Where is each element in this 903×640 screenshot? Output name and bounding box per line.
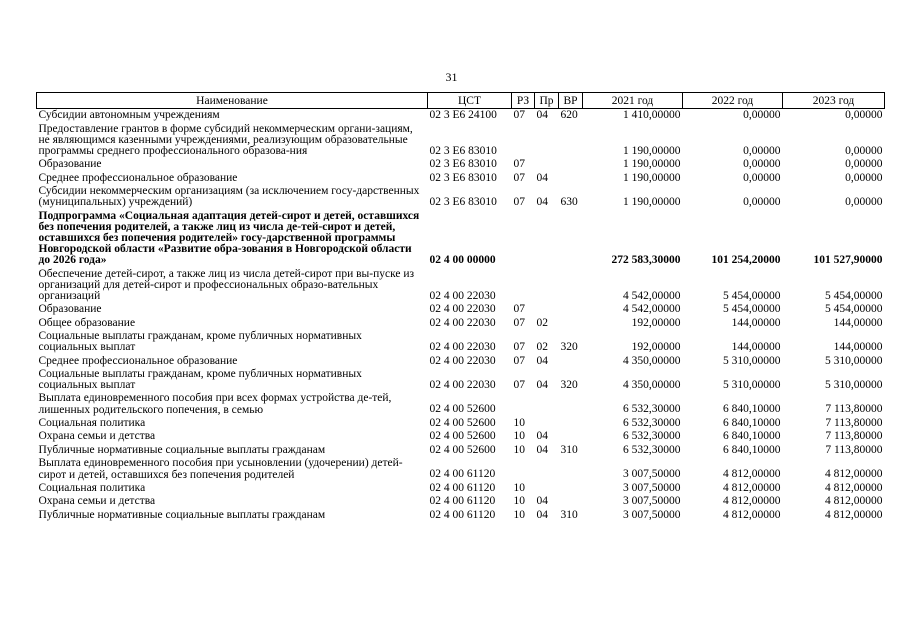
cell-2023: 7 113,80000 — [825, 416, 883, 429]
header-2022: 2022 год — [683, 93, 783, 109]
cell-name: Социальная политика — [38, 481, 146, 494]
cell-2023: 101 527,90000 — [813, 254, 883, 267]
cell-rz: 07 — [513, 354, 525, 367]
cell-vr — [559, 317, 583, 331]
cell-pr: 02 — [536, 316, 548, 329]
cell-vr: 320 — [560, 341, 578, 354]
cell-2021: 1 190,00000 — [623, 158, 681, 171]
cell-vr — [559, 210, 583, 268]
table-row — [37, 268, 885, 304]
cell-2023: 0,00000 — [845, 158, 883, 171]
cell-pr — [535, 123, 559, 159]
cell-name: Предоставление грантов в форме субсидий некоммерческим органи-зациям, не являющимся казенными учреждениями, реализующим образовательные программы среднего профессионального образова-ния — [38, 122, 413, 157]
cell-2022: 0,00000 — [743, 144, 781, 157]
cell-vr: 310 — [560, 508, 578, 521]
cell-pr: 04 — [536, 430, 548, 443]
cell-2022: 5 310,00000 — [723, 378, 781, 391]
cell-rz: 10 — [513, 430, 525, 443]
cell-name: Среднее профессиональное образование — [38, 171, 238, 184]
cell-vr: 620 — [560, 109, 578, 121]
cell-name: Подпрограмма «Социальная адаптация детей-сирот и детей, оставшихся без попечения родителей, а также лиц из числа де-тей-сирот и детей, оставшихся без попечения родителей» госу-дарственной программы Новгородской области «Развитие обра-зования в Новгородской области до 2026 года» — [38, 209, 420, 267]
cell-rz — [512, 392, 535, 416]
cell-2022: 101 254,20000 — [711, 254, 781, 267]
cell-pr — [535, 457, 559, 481]
header-name: Наименование — [37, 93, 428, 109]
cell-rz: 10 — [513, 416, 525, 429]
cell-2021: 1 190,00000 — [623, 171, 681, 184]
cell-cst: 02 4 00 00000 — [429, 254, 496, 267]
cell-vr — [559, 268, 583, 304]
cell-2023: 5 310,00000 — [825, 354, 883, 367]
cell-2023: 4 812,00000 — [825, 508, 883, 521]
cell-name: Образование — [38, 158, 102, 171]
cell-2023: 5 454,00000 — [825, 289, 883, 302]
cell-cst: 02 4 00 52600 — [429, 430, 496, 443]
table-row — [37, 210, 885, 268]
cell-2021: 4 350,00000 — [623, 378, 681, 391]
table-row — [37, 330, 885, 354]
cell-rz — [512, 210, 535, 268]
cell-vr — [559, 482, 583, 496]
cell-2022: 0,00000 — [743, 196, 781, 209]
cell-2022: 0,00000 — [743, 158, 781, 171]
cell-2022: 144,00000 — [731, 316, 781, 329]
cell-rz: 07 — [513, 171, 525, 184]
cell-vr: 310 — [560, 443, 578, 456]
cell-2022: 0,00000 — [743, 171, 781, 184]
table-header-row — [37, 93, 885, 109]
cell-2021: 3 007,50000 — [623, 481, 681, 494]
cell-2021: 4 542,00000 — [623, 303, 681, 316]
cell-2022: 6 840,10000 — [723, 403, 781, 416]
header-2021: 2021 год — [583, 93, 683, 109]
cell-2021: 1 410,00000 — [623, 109, 681, 121]
cell-cst: 02 4 00 61120 — [429, 468, 496, 481]
cell-2023: 0,00000 — [845, 144, 883, 157]
cell-cst: 02 4 00 52600 — [429, 416, 496, 429]
table-row — [37, 495, 885, 509]
table-row — [37, 392, 885, 416]
cell-name: Выплата единовременного пособия при усыновлении (удочерении) детей-сирот и детей, оставшихся без попечения родителей — [38, 457, 403, 481]
cell-2023: 0,00000 — [845, 171, 883, 184]
cell-2022: 4 812,00000 — [723, 468, 781, 481]
table-row — [37, 444, 885, 458]
cell-pr: 04 — [536, 171, 548, 184]
cell-pr — [535, 210, 559, 268]
cell-cst: 02 4 00 22030 — [429, 303, 496, 316]
cell-vr — [559, 495, 583, 509]
cell-cst: 02 4 00 22030 — [429, 341, 496, 354]
cell-pr: 02 — [536, 341, 548, 354]
cell-2022: 4 812,00000 — [723, 481, 781, 494]
cell-rz — [512, 123, 535, 159]
table-row — [37, 109, 885, 123]
cell-2021: 1 190,00000 — [623, 144, 681, 157]
cell-rz: 07 — [513, 109, 525, 121]
cell-2023: 7 113,80000 — [825, 430, 883, 443]
header-cst: ЦСТ — [428, 93, 512, 109]
cell-cst: 02 3 Е6 24100 — [429, 109, 497, 121]
cell-vr — [559, 417, 583, 431]
cell-2021: 272 583,30000 — [611, 254, 681, 267]
cell-2022: 6 840,10000 — [723, 430, 781, 443]
cell-2023: 0,00000 — [845, 196, 883, 209]
cell-cst: 02 4 00 22030 — [429, 354, 496, 367]
cell-rz: 07 — [513, 158, 525, 171]
cell-name: Охрана семьи и детства — [38, 430, 156, 443]
cell-pr — [535, 268, 559, 304]
cell-cst: 02 4 00 61120 — [429, 495, 496, 508]
cell-2023: 7 113,80000 — [825, 443, 883, 456]
cell-pr — [535, 417, 559, 431]
cell-vr — [559, 430, 583, 444]
cell-pr: 04 — [536, 378, 548, 391]
cell-2021: 3 007,50000 — [623, 468, 681, 481]
budget-table — [36, 92, 885, 522]
cell-name: Обеспечение детей-сирот, а также лиц из числа детей-сирот при вы-пуске из организаций для детей-сирот и профессиональных образо-вательных организаций — [38, 267, 415, 302]
cell-2023: 7 113,80000 — [825, 403, 883, 416]
cell-name: Социальные выплаты гражданам, кроме публичных нормативных социальных выплат — [38, 368, 362, 392]
cell-2022: 6 840,10000 — [723, 416, 781, 429]
table-body — [37, 109, 885, 523]
cell-vr — [559, 355, 583, 369]
table-row — [37, 303, 885, 317]
cell-2021: 192,00000 — [631, 341, 681, 354]
cell-2022: 5 310,00000 — [723, 354, 781, 367]
cell-vr: 630 — [560, 196, 578, 209]
cell-pr: 04 — [536, 196, 548, 209]
cell-vr: 320 — [560, 378, 578, 391]
cell-cst: 02 4 00 61120 — [429, 481, 496, 494]
cell-name: Субсидии автономным учреждениям — [38, 109, 220, 121]
cell-rz: 10 — [513, 508, 525, 521]
table-row — [37, 185, 885, 209]
cell-vr — [559, 123, 583, 159]
header-vr: ВР — [559, 93, 583, 109]
cell-vr — [559, 172, 583, 186]
cell-vr — [559, 457, 583, 481]
cell-rz: 07 — [513, 316, 525, 329]
cell-2021: 192,00000 — [631, 316, 681, 329]
cell-name: Публичные нормативные социальные выплаты гражданам — [38, 443, 326, 456]
cell-name: Общее образование — [38, 316, 136, 329]
page-number: 31 — [445, 70, 458, 84]
cell-name: Публичные нормативные социальные выплаты гражданам — [38, 508, 326, 521]
cell-rz: 07 — [513, 378, 525, 391]
cell-2023: 0,00000 — [845, 109, 883, 121]
cell-pr: 04 — [536, 109, 548, 121]
cell-pr: 04 — [536, 354, 548, 367]
cell-name: Субсидии некоммерческим организациям (за исключением госу-дарственных (муниципальных) учреждений) — [38, 185, 420, 209]
cell-pr — [535, 482, 559, 496]
cell-name: Образование — [38, 303, 102, 316]
cell-vr — [559, 158, 583, 172]
cell-cst: 02 4 00 22030 — [429, 378, 496, 391]
cell-2022: 0,00000 — [743, 109, 781, 121]
cell-2022: 5 454,00000 — [723, 303, 781, 316]
cell-cst: 02 4 00 61120 — [429, 508, 496, 521]
cell-pr — [535, 392, 559, 416]
cell-vr — [559, 392, 583, 416]
cell-cst: 02 4 00 52600 — [429, 403, 496, 416]
cell-2022: 5 454,00000 — [723, 289, 781, 302]
cell-pr: 04 — [536, 508, 548, 521]
cell-rz: 10 — [513, 443, 525, 456]
cell-rz — [512, 457, 535, 481]
cell-2023: 144,00000 — [833, 316, 883, 329]
table-row — [37, 123, 885, 159]
table-row — [37, 317, 885, 331]
table-row — [37, 430, 885, 444]
cell-2021: 4 350,00000 — [623, 354, 681, 367]
cell-name: Охрана семьи и детства — [38, 495, 156, 508]
table-row — [37, 509, 885, 523]
cell-2021: 6 532,30000 — [623, 430, 681, 443]
table-row — [37, 355, 885, 369]
cell-cst: 02 3 Е6 83010 — [429, 158, 497, 171]
cell-cst: 02 3 Е6 83010 — [429, 171, 497, 184]
cell-2021: 6 532,30000 — [623, 403, 681, 416]
table-row — [37, 417, 885, 431]
cell-cst: 02 3 Е6 83010 — [429, 144, 497, 157]
header-rz: РЗ — [512, 93, 535, 109]
cell-cst: 02 4 00 52600 — [429, 443, 496, 456]
cell-pr: 04 — [536, 495, 548, 508]
table-row — [37, 158, 885, 172]
header-2023: 2023 год — [783, 93, 885, 109]
header-pr: Пр — [535, 93, 559, 109]
cell-name: Выплата единовременного пособия при всех формах устройства де-тей, лишенных родительского попечения, в семью — [38, 392, 392, 416]
cell-pr: 04 — [536, 443, 548, 456]
cell-2021: 6 532,30000 — [623, 443, 681, 456]
cell-2022: 4 812,00000 — [723, 495, 781, 508]
table-row — [37, 172, 885, 186]
cell-2023: 4 812,00000 — [825, 481, 883, 494]
cell-name: Социальная политика — [38, 416, 146, 429]
cell-2022: 4 812,00000 — [723, 508, 781, 521]
cell-name: Среднее профессиональное образование — [38, 354, 238, 367]
cell-rz: 07 — [513, 303, 525, 316]
cell-vr — [559, 303, 583, 317]
cell-rz: 10 — [513, 495, 525, 508]
cell-2022: 144,00000 — [731, 341, 781, 354]
cell-2021: 4 542,00000 — [623, 289, 681, 302]
table-row — [37, 368, 885, 392]
cell-pr — [535, 303, 559, 317]
cell-rz — [512, 268, 535, 304]
cell-2021: 6 532,30000 — [623, 416, 681, 429]
cell-cst: 02 4 00 22030 — [429, 316, 496, 329]
cell-rz: 07 — [513, 341, 525, 354]
cell-cst: 02 4 00 22030 — [429, 289, 496, 302]
table-row — [37, 457, 885, 481]
cell-2023: 4 812,00000 — [825, 495, 883, 508]
cell-2021: 3 007,50000 — [623, 508, 681, 521]
cell-2023: 5 310,00000 — [825, 378, 883, 391]
cell-pr — [535, 158, 559, 172]
cell-2022: 6 840,10000 — [723, 443, 781, 456]
cell-rz: 10 — [513, 481, 525, 494]
cell-rz: 07 — [513, 196, 525, 209]
cell-2023: 4 812,00000 — [825, 468, 883, 481]
cell-2023: 144,00000 — [833, 341, 883, 354]
cell-cst: 02 3 Е6 83010 — [429, 196, 497, 209]
cell-2023: 5 454,00000 — [825, 303, 883, 316]
table-row — [37, 482, 885, 496]
cell-2021: 1 190,00000 — [623, 196, 681, 209]
cell-name: Социальные выплаты гражданам, кроме публичных нормативных социальных выплат — [38, 330, 362, 354]
cell-2021: 3 007,50000 — [623, 495, 681, 508]
